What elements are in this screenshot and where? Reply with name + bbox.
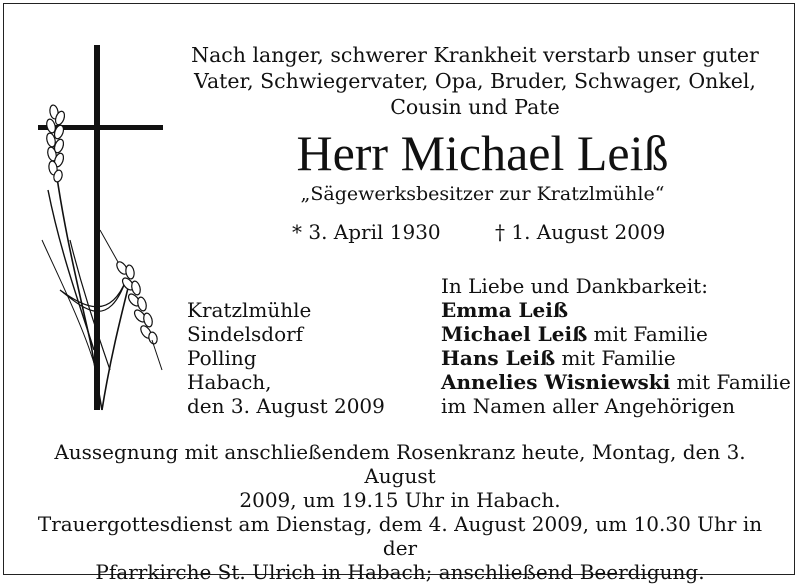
intro-line: Cousin und Pate — [390, 95, 560, 119]
closing-line: 2009, um 19.15 Uhr in Habach. — [239, 488, 561, 512]
place-line: Kratzlmühle — [187, 298, 312, 322]
mourner-line — [441, 370, 791, 394]
place-line: Polling — [187, 346, 257, 370]
intro-line: Vater, Schwiegervater, Opa, Bruder, Schwager, Onkel, — [194, 69, 756, 93]
occupation: „Sägewerksbesitzer zur Kratzlmühle“ — [300, 183, 665, 205]
mourner-name: Annelies Wisniewski — [441, 370, 671, 394]
closing-line: Trauergottesdienst am Dienstag, dem 4. August 2009, um 10.30 Uhr in der — [37, 512, 763, 560]
intro-text — [180, 42, 770, 120]
place-line: Sindelsdorf — [187, 322, 304, 346]
mourner-line — [441, 298, 791, 322]
place-line: den 3. August 2009 — [187, 394, 385, 418]
deceased-name: Herr Michael Leiß — [296, 125, 669, 181]
mourner-line — [441, 322, 791, 346]
place-line: Habach, — [187, 370, 272, 394]
mourner-line — [441, 346, 791, 370]
mourner-name: Emma Leiß — [441, 298, 569, 322]
service-details — [20, 440, 780, 584]
mourner-suffix: mit Familie — [587, 322, 708, 346]
mourner-name: Michael Leiß — [441, 322, 588, 346]
thanks-heading: In Liebe und Dankbarkeit: — [441, 274, 708, 298]
mourner-suffix: mit Familie — [670, 370, 791, 394]
mourner-suffix: mit Familie — [555, 346, 676, 370]
places-list — [187, 298, 385, 418]
closing-line: Pfarrkirche St. Ulrich in Habach; anschließend Beerdigung. — [95, 560, 705, 584]
closing-line: Aussegnung mit anschließendem Rosenkranz heute, Montag, den 3. August — [54, 440, 746, 488]
mourner-suffix: im Namen aller Angehörigen — [441, 394, 736, 418]
birth-date: * 3. April 1930 — [292, 220, 441, 244]
mourners-list — [441, 298, 791, 418]
mourner-line — [441, 394, 791, 418]
mourner-name: Hans Leiß — [441, 346, 556, 370]
death-date: † 1. August 2009 — [495, 220, 666, 244]
cross-with-wheat-icon — [30, 40, 180, 420]
intro-line: Nach langer, schwerer Krankheit verstarb unser guter — [191, 43, 759, 67]
